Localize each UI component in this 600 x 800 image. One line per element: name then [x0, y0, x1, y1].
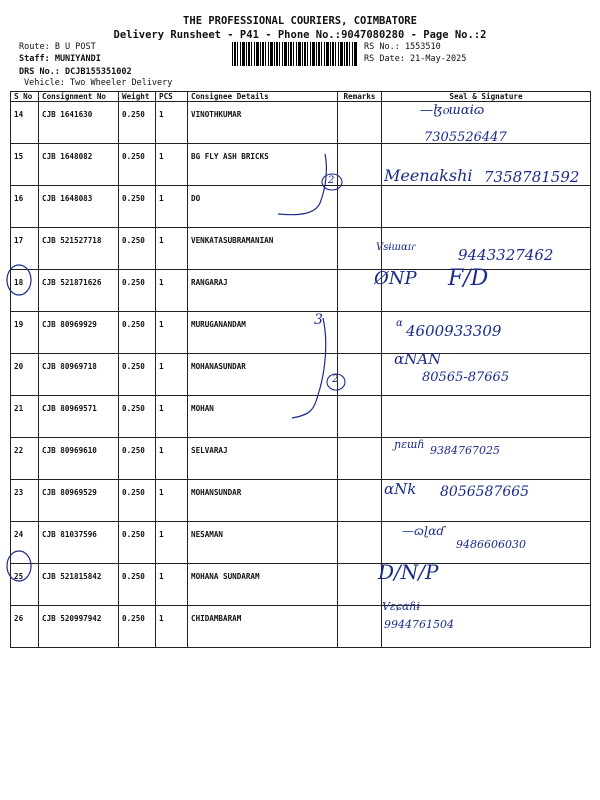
- row-consignment-no: CJB 520997942: [39, 606, 119, 648]
- row-sno: 23: [11, 480, 39, 522]
- circle-mark-25: [4, 548, 34, 584]
- row-pcs: 1: [156, 522, 188, 564]
- handwritten-phone-22: 9384767025: [430, 444, 500, 457]
- col-sno: S No: [11, 92, 39, 102]
- row-consignee: MOHANSUNDAR: [188, 480, 338, 522]
- handwritten-name-15: Meenakshi: [384, 166, 473, 185]
- company-name: THE PROFESSIONAL COURIERS, COIMBATORE: [183, 15, 417, 27]
- row-sno: 16: [11, 186, 39, 228]
- row-sno: 22: [11, 438, 39, 480]
- row-pcs: 1: [156, 354, 188, 396]
- row-sno: 20: [11, 354, 39, 396]
- row-pcs: 1: [156, 564, 188, 606]
- signature-scribble-14: —ɮⲟɯɑɨɷ: [420, 103, 485, 118]
- row-consignee: MOHANA SUNDARAM: [188, 564, 338, 606]
- row-weight: 0.250: [119, 228, 156, 270]
- row-signature: [382, 186, 591, 228]
- handwritten-mark-25: D/N/P: [378, 560, 439, 584]
- route-label: Route: B U POST: [19, 42, 96, 52]
- col-consignee: Consignee Details: [188, 92, 338, 102]
- rs-date: RS Date: 21-May-2025: [364, 54, 467, 64]
- row-consignment-no: CJB 80969929: [39, 312, 119, 354]
- signature-scribble-19: ɑ: [396, 318, 403, 329]
- row-consignee: MOHAN: [188, 396, 338, 438]
- row-consignee: SELVARAJ: [188, 438, 338, 480]
- bracket-note-b: 3: [314, 312, 323, 328]
- row-consignment-no: CJB 1648083: [39, 186, 119, 228]
- row-consignment-no: CJB 1641630: [39, 102, 119, 144]
- row-consignee: MURUGANANDAM: [188, 312, 338, 354]
- barcode-image: [232, 42, 358, 66]
- row-consignee: RANGARAJ: [188, 270, 338, 312]
- row-sno: 18: [11, 270, 39, 312]
- row-weight: 0.250: [119, 564, 156, 606]
- row-weight: 0.250: [119, 102, 156, 144]
- bracket-mark-15-16: [270, 148, 350, 223]
- row-weight: 0.250: [119, 438, 156, 480]
- row-consignment-no: CJB 80969610: [39, 438, 119, 480]
- vehicle-label: Vehicle: Two Wheeler Delivery: [24, 78, 173, 88]
- row-sno: 17: [11, 228, 39, 270]
- handwritten-phone-15: 7358781592: [484, 168, 580, 186]
- row-pcs: 1: [156, 396, 188, 438]
- row-weight: 0.250: [119, 396, 156, 438]
- row-remarks: [338, 564, 382, 606]
- row-remarks: [338, 480, 382, 522]
- row-consignee: MOHANASUNDAR: [188, 354, 338, 396]
- row-weight: 0.250: [119, 312, 156, 354]
- row-remarks: [338, 438, 382, 480]
- row-pcs: 1: [156, 480, 188, 522]
- row-weight: 0.250: [119, 606, 156, 648]
- row-weight: 0.250: [119, 480, 156, 522]
- row-consignment-no: CJB 521871626: [39, 270, 119, 312]
- row-consignment-no: CJB 1648082: [39, 144, 119, 186]
- row-remarks: [338, 102, 382, 144]
- signature-scribble-18: ØNP: [374, 268, 417, 289]
- col-consignment: Consignment No: [39, 92, 119, 102]
- handwritten-phone-24: 9486606030: [456, 538, 526, 551]
- row-remarks: [338, 606, 382, 648]
- signature-scribble-26: Vɛɕɑɦɨ: [382, 600, 421, 613]
- bracket-note-a: 2: [328, 175, 335, 186]
- row-consignment-no: CJB 521527718: [39, 228, 119, 270]
- handwritten-mark-18: F/D: [448, 266, 489, 291]
- row-consignment-no: CJB 521815842: [39, 564, 119, 606]
- col-seal-signature: Seal & Signature: [382, 92, 591, 102]
- staff-label: Staff: MUNIYANDI: [19, 54, 101, 64]
- row-sno: 14: [11, 102, 39, 144]
- row-remarks: [338, 522, 382, 564]
- circle-mark-18: [4, 262, 34, 298]
- table-row: [11, 564, 591, 606]
- row-consignee: VINOTHKUMAR: [188, 102, 338, 144]
- row-consignment-no: CJB 80969718: [39, 354, 119, 396]
- signature-scribble-22: ɲɛɯɦ: [394, 438, 425, 451]
- row-pcs: 1: [156, 102, 188, 144]
- col-remarks: Remarks: [338, 92, 382, 102]
- table-row: [11, 438, 591, 480]
- table-row: [11, 270, 591, 312]
- table-header-row: [11, 92, 591, 102]
- row-consignee: VENKATASUBRAMANIAN: [188, 228, 338, 270]
- row-sno: 19: [11, 312, 39, 354]
- signature-scribble-23: ɑNk: [384, 480, 417, 498]
- row-consignee: BG FLY ASH BRICKS: [188, 144, 338, 186]
- row-consignment-no: CJB 80969529: [39, 480, 119, 522]
- row-sno: 21: [11, 396, 39, 438]
- table-row: [11, 606, 591, 648]
- row-weight: 0.250: [119, 270, 156, 312]
- bracket-note-c: 2: [332, 374, 339, 385]
- row-consignment-no: CJB 80969571: [39, 396, 119, 438]
- row-pcs: 1: [156, 606, 188, 648]
- drs-label: DRS No.: DCJB155351002: [19, 67, 132, 77]
- handwritten-phone-20: 80565-87665: [422, 370, 510, 385]
- handwritten-phone-26: 9944761504: [384, 618, 454, 631]
- row-remarks: [338, 228, 382, 270]
- row-sno: 26: [11, 606, 39, 648]
- row-consignee: NESAMAN: [188, 522, 338, 564]
- bracket-mark-19-21: [288, 310, 358, 430]
- col-pcs: PCS: [156, 92, 188, 102]
- row-pcs: 1: [156, 186, 188, 228]
- handwritten-phone-19: 4600933309: [406, 322, 502, 340]
- row-pcs: 1: [156, 270, 188, 312]
- row-consignee: DO: [188, 186, 338, 228]
- runsheet-title: Delivery Runsheet - P41 - Phone No.:9047080280 - Page No.:2: [113, 29, 487, 41]
- row-signature: [382, 396, 591, 438]
- row-pcs: 1: [156, 312, 188, 354]
- row-pcs: 1: [156, 438, 188, 480]
- row-weight: 0.250: [119, 186, 156, 228]
- row-sno: 15: [11, 144, 39, 186]
- row-weight: 0.250: [119, 144, 156, 186]
- signature-scribble-24: —ɷɭɑɗ: [402, 524, 445, 538]
- row-sno: 25: [11, 564, 39, 606]
- handwritten-phone-17: 9443327462: [458, 246, 554, 264]
- row-weight: 0.250: [119, 354, 156, 396]
- col-weight: Weight: [119, 92, 156, 102]
- row-pcs: 1: [156, 144, 188, 186]
- signature-scribble-17: Vsɨ‍ɯɑɪɾ: [376, 242, 416, 253]
- row-pcs: 1: [156, 228, 188, 270]
- row-consignment-no: CJB 81037596: [39, 522, 119, 564]
- row-consignee: CHIDAMBARAM: [188, 606, 338, 648]
- rs-number: RS No.: 1553510: [364, 42, 441, 52]
- signature-scribble-20: ɑNAN: [394, 350, 442, 368]
- handwritten-phone-14: 7305526447: [424, 130, 507, 145]
- row-weight: 0.250: [119, 522, 156, 564]
- handwritten-phone-23: 8056587665: [440, 484, 530, 500]
- row-sno: 24: [11, 522, 39, 564]
